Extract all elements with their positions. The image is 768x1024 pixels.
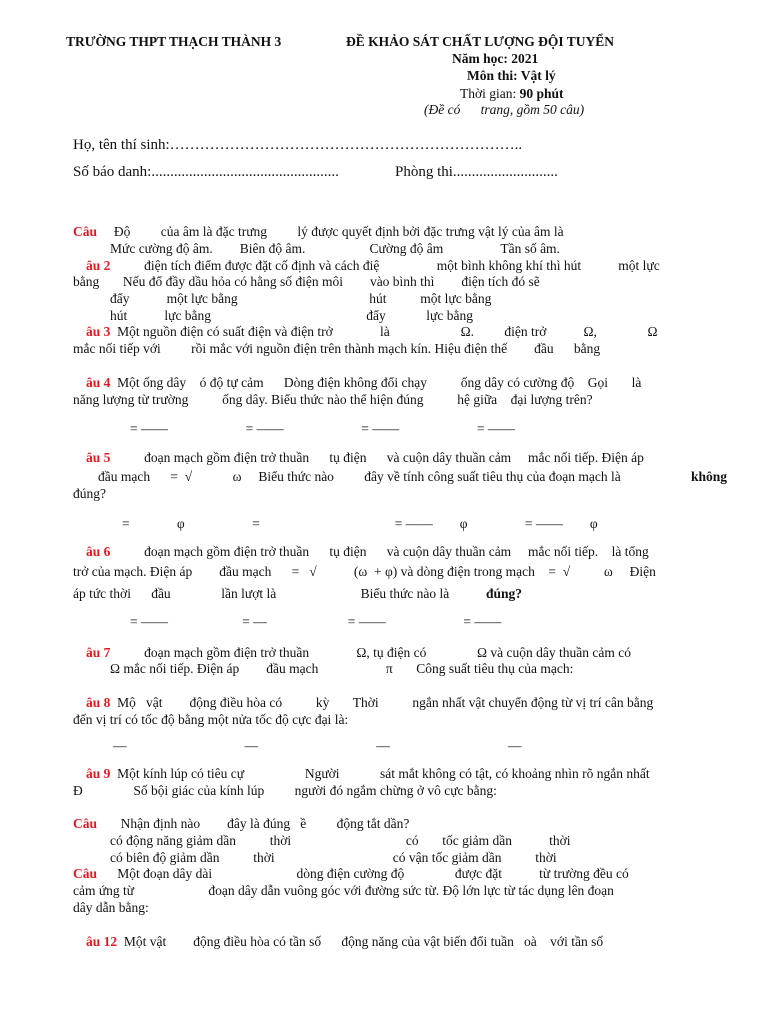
exam-time-label: Thời gian: <box>460 86 520 101</box>
question-text: Một ống dây ó độ tự cảm Dòng điện không đổi chạy ống dây có cường độ Gọi là <box>110 375 642 390</box>
question-number: âu 4 <box>86 375 111 390</box>
candidate-name-line: Họ, tên thí sinh:…………………………………………………………….. <box>73 137 523 153</box>
question-line <box>110 833 570 849</box>
question-line <box>86 375 641 391</box>
question-line <box>73 883 614 899</box>
exam-time-value: 90 phút <box>519 86 564 101</box>
subject: Môn thi: Vật lý <box>467 68 556 83</box>
question-text: Một đoạn dây dài dòng điện cường độ được đặt từ trường đều có <box>97 866 629 881</box>
question-text: Một kính lúp có tiêu cự Người sát mắt không có tật, có khoảng nhìn rõ ngắn nhất <box>110 766 650 781</box>
question-number: Câu <box>73 866 98 881</box>
question-line <box>110 661 573 677</box>
question-text: Đ Số bội giác của kính lúp người đó ngắm chừng ở vô cực bằng: <box>73 783 497 798</box>
school-year: Năm học: 2021 <box>452 51 539 66</box>
question-text: áp tức thời đầu lần lượt là Biểu thức nào là <box>73 586 453 601</box>
question-line <box>86 645 631 661</box>
question-line <box>98 469 624 485</box>
question-line <box>110 291 491 307</box>
question-text: đoạn mạch gồm điện trở thuần Ω, tụ điện có Ω và cuộn dây thuần cảm có <box>110 645 631 660</box>
question-number: âu 2 <box>86 258 111 273</box>
question-line <box>73 712 348 728</box>
exam-title: ĐỀ KHẢO SÁT CHẤT LƯỢNG ĐỘI TUYỂN <box>346 34 615 49</box>
exam-room-line: Phòng thi............................ <box>395 164 558 180</box>
question-text: đẩy một lực bằng hút một lực bằng <box>110 291 492 306</box>
question-number: Câu <box>73 224 98 239</box>
question-line <box>130 614 501 630</box>
question-number: âu 3 <box>86 324 111 339</box>
question-line <box>86 544 649 560</box>
question-text: điện tích điểm được đặt cố định và cách điệ một bình không khí thì hút một lực <box>110 258 660 273</box>
question-number: âu 7 <box>86 645 111 660</box>
page-note: (Đề có trang, gồm 50 câu) <box>424 102 585 117</box>
question-text: đoạn mạch gồm điện trở thuần tụ điện và cuộn dây thuần cảm mắc nối tiếp. Điện áp <box>110 450 644 465</box>
question-text: = —— = — = —— = —— <box>130 614 502 629</box>
question-text: đúng? <box>73 486 106 501</box>
question-text: có biên độ giảm dần thời có vận tốc giảm dần thời <box>110 850 557 865</box>
question-line <box>73 274 540 290</box>
question-line <box>86 934 603 950</box>
question-line <box>73 816 409 832</box>
question-line <box>73 564 656 580</box>
question-line <box>110 308 473 324</box>
question-line <box>86 258 660 274</box>
question-text: Mức cường độ âm. Biên độ âm. Cường độ âm Tần số âm. <box>110 241 560 256</box>
question-number: Câu <box>73 816 98 831</box>
question-text: bằng Nếu đổ đầy dầu hỏa có hằng số điện môi vào bình thì điện tích đó sẽ <box>73 274 540 289</box>
question-text: Độ của âm là đặc trưng lý được quyết định bởi đặc trưng vật lý của âm là <box>97 224 564 239</box>
question-number: âu 5 <box>86 450 111 465</box>
question-line <box>73 900 149 916</box>
question-text: đầu mạch = √ ω Biểu thức nào đây về tính công suất tiêu thụ của đoạn mạch là <box>98 469 625 484</box>
question-line <box>73 783 497 799</box>
question-text: = φ = = —— φ = —— φ <box>122 516 598 531</box>
question-text: có động năng giảm dần thời có tốc giảm dần thời <box>110 833 571 848</box>
question-line <box>486 586 522 602</box>
question-line <box>73 224 564 240</box>
question-line <box>73 486 106 502</box>
question-number: âu 8 <box>86 695 111 710</box>
question-line <box>86 766 650 782</box>
question-number: âu 12 <box>86 934 118 949</box>
question-text: cảm ứng từ đoạn dây dẫn vuông góc với đường sức từ. Độ lớn lực từ tác dụng lên đoạn <box>73 883 614 898</box>
question-number: âu 9 <box>86 766 111 781</box>
question-text: dây dẫn bằng: <box>73 900 149 915</box>
candidate-id-line: Số báo danh:.................................................. <box>73 164 339 180</box>
question-text: Nhận định nào đây là đúng ề động tắt dần? <box>97 816 410 831</box>
question-number: âu 6 <box>86 544 111 559</box>
question-text: mắc nối tiếp với rồi mắc với nguồn điện trên thành mạch kín. Hiệu điện thế đầu bằng <box>73 341 601 356</box>
question-line <box>73 341 600 357</box>
question-line <box>86 324 658 340</box>
question-text: năng lượng từ trường ống dây. Biểu thức nào thể hiện đúng hệ giữa đại lượng trên? <box>73 392 593 407</box>
question-text: không <box>691 469 728 484</box>
question-line <box>130 421 515 437</box>
question-text: — — — — <box>113 738 522 753</box>
question-text: Một nguồn điện có suất điện và điện trở là Ω. điện trở Ω, Ω <box>110 324 658 339</box>
question-line <box>73 866 629 882</box>
question-text: Ω mắc nối tiếp. Điện áp đầu mạch π Công suất tiêu thụ của mạch: <box>110 661 574 676</box>
question-line <box>73 392 593 408</box>
question-line <box>86 450 644 466</box>
question-line <box>86 695 653 711</box>
question-line <box>73 586 453 602</box>
question-text: = —— = —— = —— = —— <box>130 421 515 436</box>
question-text: hút lực bằng đẩy lực bằng <box>110 308 473 323</box>
question-line <box>122 516 598 532</box>
question-text: trở của mạch. Điện áp đầu mạch = √ (ω + φ) và dòng điện trong mạch = √ ω Điện <box>73 564 656 579</box>
question-text: đến vị trí có tốc độ bằng một nửa tốc độ cực đại là: <box>73 712 349 727</box>
school-name: TRƯỜNG THPT THẠCH THÀNH 3 <box>66 34 282 49</box>
question-text: Một vật động điều hòa có tần số động năng của vật biến đổi tuần oà với tần số <box>117 934 604 949</box>
question-text: Mộ vật động điều hòa có kỳ Thời ngắn nhất vật chuyển động từ vị trí cân bằng <box>110 695 654 710</box>
question-line <box>113 738 521 754</box>
question-line <box>110 241 560 257</box>
question-text: đoạn mạch gồm điện trở thuần tụ điện và cuộn dây thuần cảm mắc nối tiếp. là tổng <box>110 544 649 559</box>
question-text: đúng? <box>486 586 523 601</box>
question-line <box>110 850 557 866</box>
question-line <box>691 469 727 485</box>
exam-time <box>460 86 564 102</box>
